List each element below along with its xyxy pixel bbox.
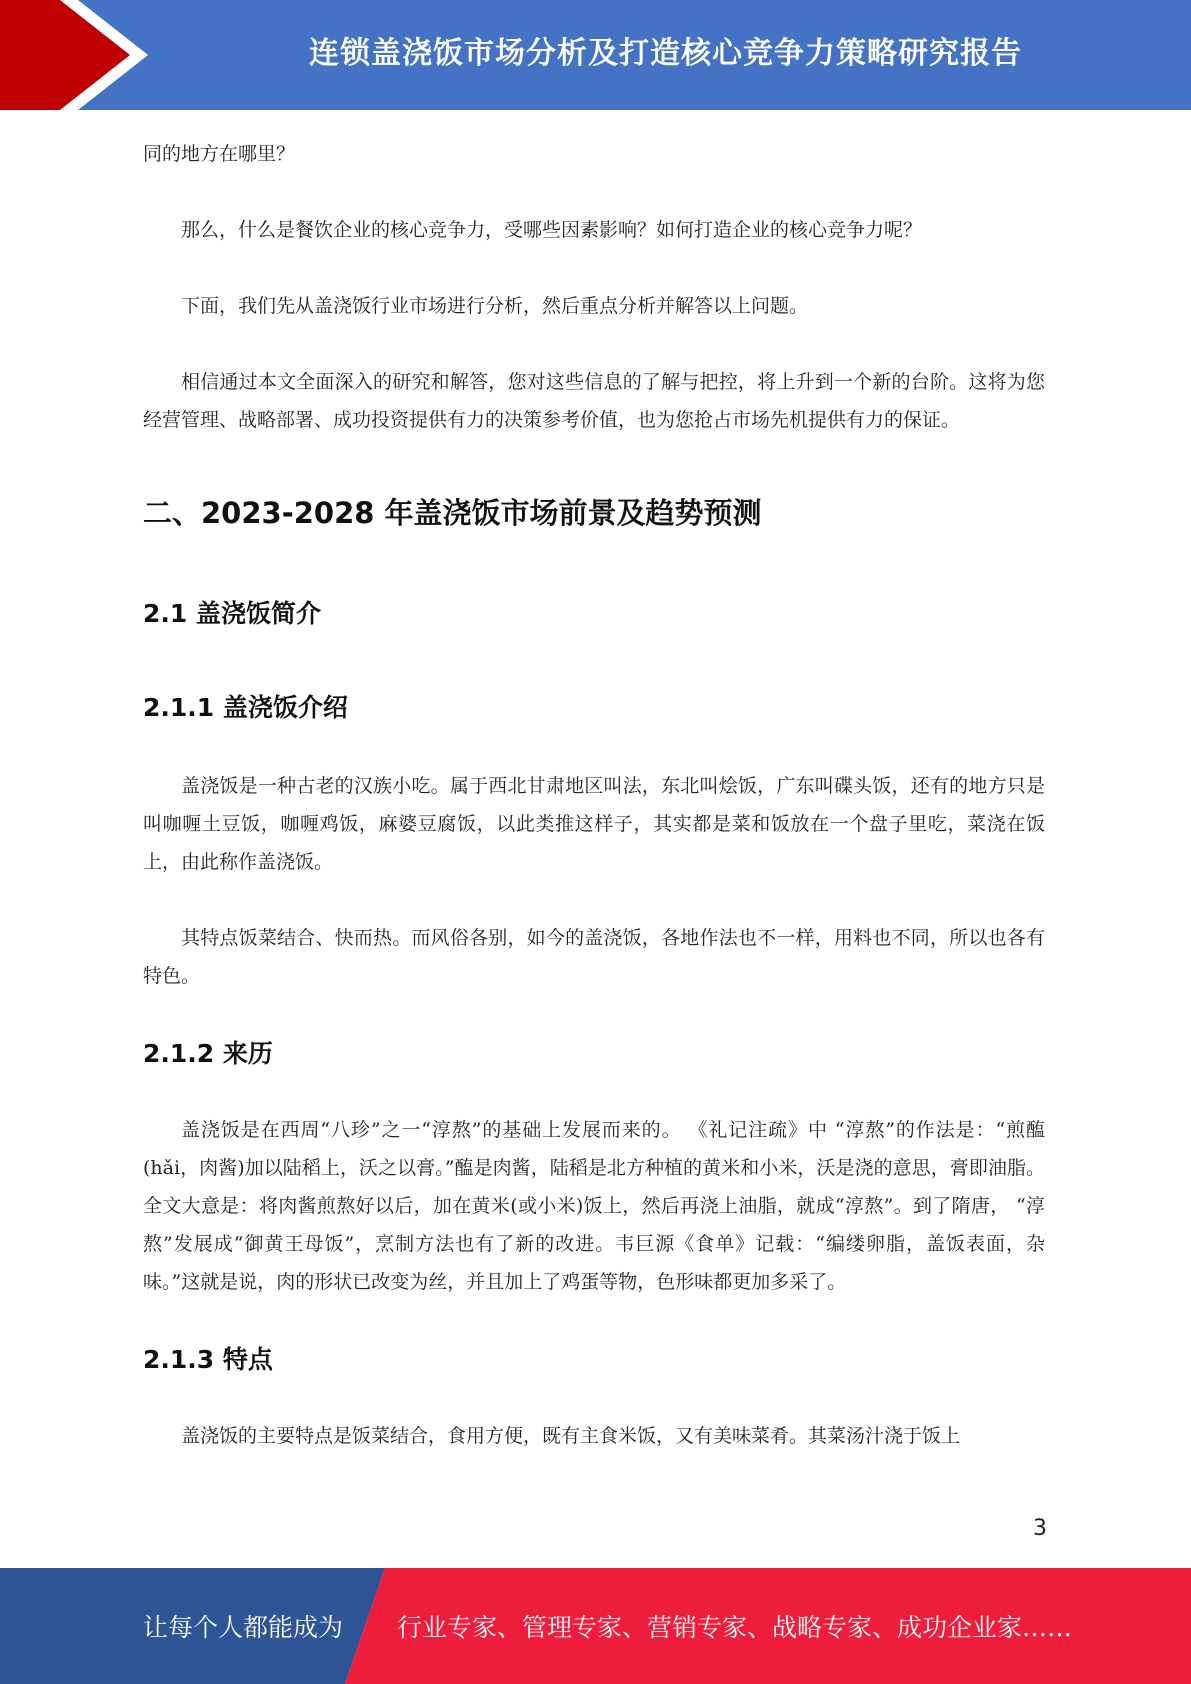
paragraph-core-question: 那么，什么是餐饮企业的核心竞争力，受哪些因素影响？如何打造企业的核心竞争力呢？	[181, 219, 923, 241]
paragraph-intro: 下面，我们先从盖浇饭行业市场进行分析，然后重点分析并解答以上问题。	[181, 295, 809, 317]
heading-2-1-1: 2.1.1 盖浇饭介绍	[143, 693, 348, 722]
heading-2-1-2: 2.1.2 来历	[143, 1039, 273, 1068]
header-red-arrow	[0, 0, 130, 110]
paragraph-continued: 同的地方在哪里？	[143, 143, 296, 165]
heading-2-1-3: 2.1.3 特点	[143, 1345, 273, 1374]
page-footer	[0, 1568, 1191, 1684]
paragraph-introduction: 盖浇饭是一种古老的汉族小吃。属于西北甘肃地区叫法，东北叫烩饭，广东叫碟头饭，还有的地方只是叫咖喱土豆饭，咖喱鸡饭，麻婆豆腐饭，以此类推这样子，其实都是菜和饭放在一个盘子里吃，菜浇在饭上，由此称作盖浇饭。	[143, 775, 1045, 873]
paragraph-features: 盖浇饭的主要特点是饭菜结合，食用方便，既有主食米饭，又有美味菜肴。其菜汤汁浇于饭上	[181, 1425, 961, 1447]
footer-slogan-left: 让每个人都能成为	[143, 1613, 344, 1642]
paragraph-characteristics: 其特点饭菜结合、快而热。而风俗各别，如今的盖浇饭，各地作法也不一样，用料也不同，所以也各有特色。	[143, 927, 1045, 987]
paragraph-value: 相信通过本文全面深入的研究和解答，您对这些信息的了解与把控，将上升到一个新的台阶。这将为您经营管理、战略部署、成功投资提供有力的决策参考价值，也为您抢占市场先机提供有力的保证。	[143, 371, 1045, 431]
footer-slogan-right: 行业专家、管理专家、营销专家、战略专家、成功企业家……	[397, 1613, 1073, 1642]
page-number: 3	[1033, 1516, 1047, 1541]
paragraph-origin: 盖浇饭是在西周“八珍”之一“淳熬”的基础上发展而来的。 《礼记注疏》中 “淳熬”的作法是：“煎醢(hǎi，肉酱)加以陆稻上，沃之以膏。”醢是肉酱，陆稻是北方种植的黄米和小米，沃是浇的意思，膏即油脂。全文大意是：将肉酱煎熬好以后，加在黄米(或小米)饭上，然后再浇上油脂，就成“淳熬”。到了隋唐， “淳熬”发展成“御黄王母饭”，烹制方法也有了新的改进。韦巨源《食单》记载：“编缕卵脂，盖饭表面，杂味。”这就是说，肉的形状已改变为丝，并且加上了鸡蛋等物，色形味都更加多采了。	[143, 1119, 1045, 1293]
report-title: 连锁盖浇饭市场分析及打造核心竞争力策略研究报告	[309, 36, 1022, 71]
page-content	[143, 135, 1045, 1455]
section-heading-2: 二、2023-2028 年盖浇饭市场前景及趋势预测	[143, 496, 762, 530]
heading-2-1: 2.1 盖浇饭简介	[143, 599, 321, 628]
page-header	[0, 0, 1191, 110]
